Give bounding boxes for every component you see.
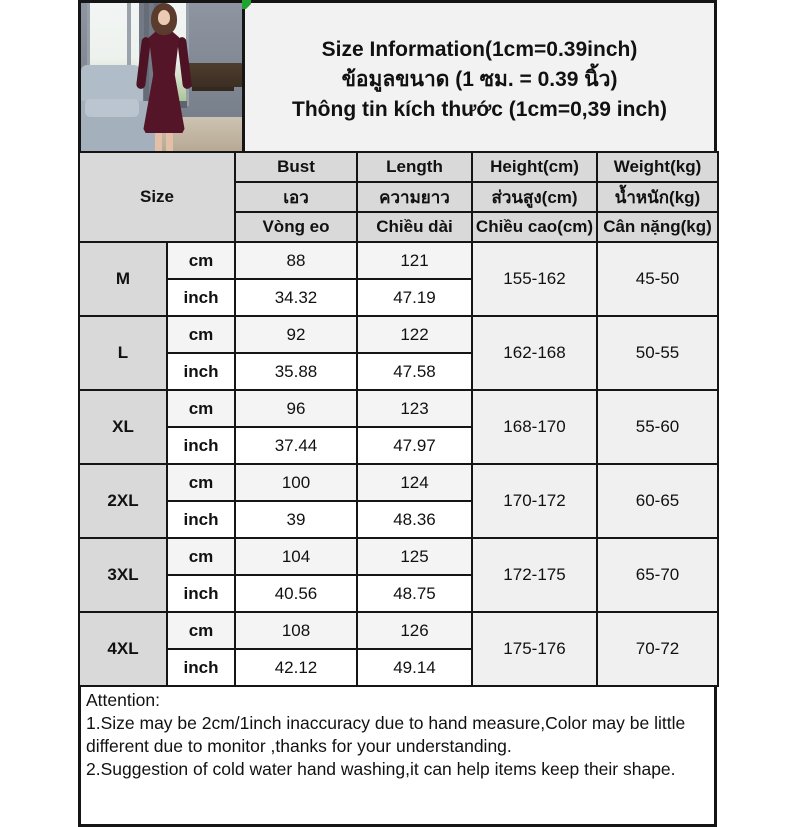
col-header-length-en: Length [357,152,472,182]
bust-cm: 92 [235,316,357,353]
length-inch: 48.36 [357,501,472,538]
length-cm: 126 [357,612,472,649]
col-header-bust-th: เอว [235,182,357,212]
col-header-weight-th: น้ำหนัก(kg) [597,182,718,212]
unit-inch: inch [167,575,235,612]
bust-cm: 108 [235,612,357,649]
unit-cm: cm [167,612,235,649]
size-label: XL [79,390,167,464]
height-range: 170-172 [472,464,597,538]
col-header-bust-vi: Vòng eo [235,212,357,242]
size-label: 4XL [79,612,167,686]
unit-inch: inch [167,649,235,686]
length-inch: 47.19 [357,279,472,316]
size-label: 2XL [79,464,167,538]
length-inch: 47.97 [357,427,472,464]
bust-inch: 42.12 [235,649,357,686]
unit-cm: cm [167,390,235,427]
weight-range: 60-65 [597,464,718,538]
unit-inch: inch [167,279,235,316]
col-header-height-th: ส่วนสูง(cm) [472,182,597,212]
unit-inch: inch [167,353,235,390]
length-cm: 122 [357,316,472,353]
col-header-height-en: Height(cm) [472,152,597,182]
height-range: 162-168 [472,316,597,390]
weight-range: 55-60 [597,390,718,464]
length-inch: 47.58 [357,353,472,390]
length-inch: 49.14 [357,649,472,686]
weight-range: 65-70 [597,538,718,612]
col-header-bust-en: Bust [235,152,357,182]
length-cm: 124 [357,464,472,501]
bust-inch: 35.88 [235,353,357,390]
col-header-length-vi: Chiều dài [357,212,472,242]
bust-cm: 96 [235,390,357,427]
wall-cabinet [184,63,242,87]
col-header-weight-vi: Cân nặng(kg) [597,212,718,242]
weight-range: 50-55 [597,316,718,390]
attention-heading: Attention: [86,690,160,710]
size-info-sheet [78,0,717,797]
size-table [78,151,719,687]
product-photo [81,3,242,151]
unit-cm: cm [167,316,235,353]
attention-note-1: 1.Size may be 2cm/1inch inaccuracy due to hand measure,Color may be little different due to monitor ,thanks for your understanding. [86,713,686,757]
sofa-cushion [85,99,139,117]
bust-inch: 40.56 [235,575,357,612]
top-section [78,0,717,153]
unit-cm: cm [167,464,235,501]
bust-inch: 34.32 [235,279,357,316]
green-corner-marker [242,0,251,9]
bust-cm: 100 [235,464,357,501]
height-range: 172-175 [472,538,597,612]
bust-inch: 39 [235,501,357,538]
weight-range: 70-72 [597,612,718,686]
bust-cm: 88 [235,242,357,279]
size-label: L [79,316,167,390]
height-range: 175-176 [472,612,597,686]
title-english: Size Information(1cm=0.39inch) [321,37,638,61]
unit-inch: inch [167,501,235,538]
col-header-weight-en: Weight(kg) [597,152,718,182]
bust-cm: 104 [235,538,357,575]
bust-inch: 37.44 [235,427,357,464]
attention-note-2: 2.Suggestion of cold water hand washing,it can help items keep their shape. [86,759,676,780]
length-cm: 125 [357,538,472,575]
length-cm: 123 [357,390,472,427]
length-cm: 121 [357,242,472,279]
model-face [158,10,170,25]
attention-box [78,685,717,827]
unit-cm: cm [167,242,235,279]
model-leg-left [155,131,162,151]
weight-range: 45-50 [597,242,718,316]
unit-cm: cm [167,538,235,575]
model-leg-right [166,131,173,151]
height-range: 155-162 [472,242,597,316]
length-inch: 48.75 [357,575,472,612]
size-label: M [79,242,167,316]
col-header-length-th: ความยาว [357,182,472,212]
col-header-height-vi: Chiều cao(cm) [472,212,597,242]
wall-cabinet-shadow [192,87,234,91]
unit-inch: inch [167,427,235,464]
title-box [242,3,714,151]
size-header-cell: Size [79,152,235,242]
title-vietnamese: Thông tin kích thước (1cm=0,39 inch) [292,98,667,122]
title-thai: ข้อมูลขนาด (1 ซม. = 0.39 นิ้ว) [341,67,618,91]
size-label: 3XL [79,538,167,612]
height-range: 168-170 [472,390,597,464]
